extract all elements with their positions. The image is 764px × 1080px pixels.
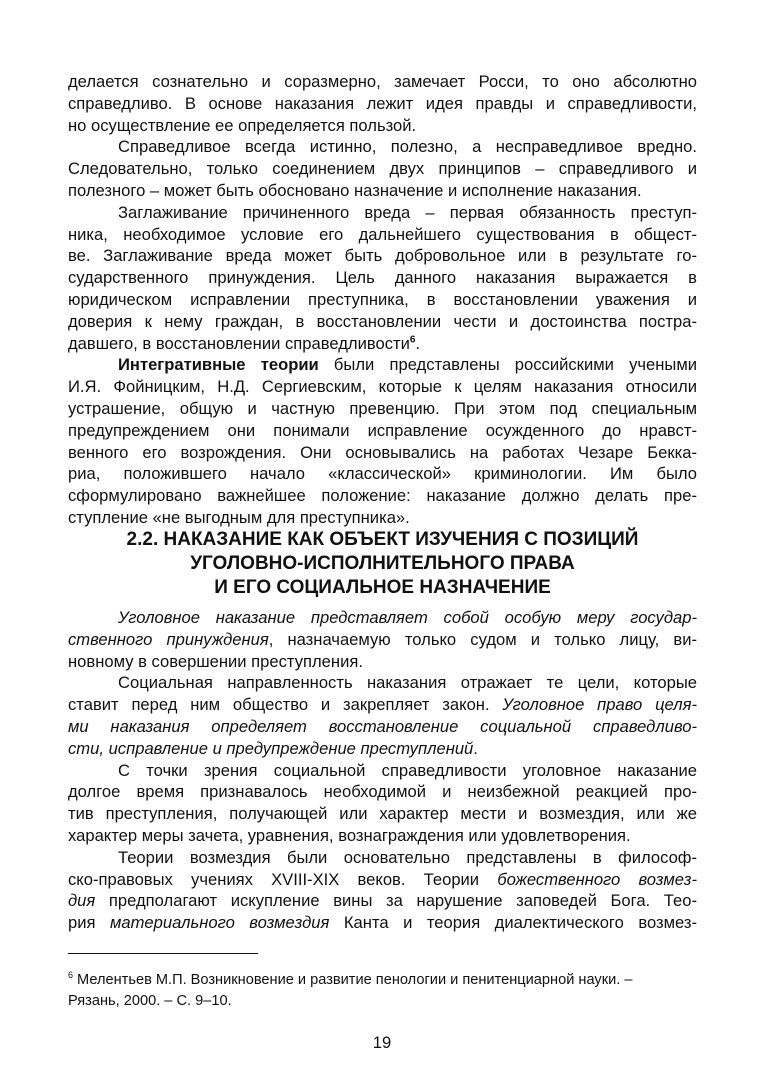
text-run: предупреждением они понимали исправление осужденного до нравст-	[68, 420, 697, 440]
section-heading	[68, 528, 697, 600]
footnote-line	[68, 970, 697, 991]
text-run: Уголовное право целя-	[502, 695, 697, 715]
footnote	[68, 970, 697, 1012]
text-run: С точки зрения социальной справедливости уголовное наказание	[118, 760, 697, 780]
text-line	[68, 93, 697, 115]
paragraph	[68, 760, 697, 847]
text-run: делается сознательно и соразмерно, замечает Росси, то оно абсолютно	[68, 72, 697, 91]
section-heading-line: УГОЛОВНО-ИСПОЛНИТЕЛЬНОГО ПРАВА	[190, 553, 575, 574]
paragraph	[68, 607, 697, 672]
text-run: полезного – может быть обосновано назначение и исполнение наказания.	[68, 180, 642, 200]
text-line	[68, 485, 697, 507]
text-line	[68, 629, 697, 651]
text-line	[68, 716, 697, 738]
text-line	[68, 224, 697, 246]
text-run: ско-правовых учениях XVIII-XIX веков. Теории	[68, 869, 498, 889]
text-run: ве. Заглаживание вреда может быть добровольное или в результате го-	[68, 246, 697, 266]
footnote-line: Рязань, 2000. – С. 9–10.	[68, 993, 232, 1009]
text-run: устрашение, общую и частную превенцию. При этом под специальным	[68, 398, 697, 418]
text-line	[68, 311, 697, 333]
text-run: Заглаживание причиненного вреда – первая обязанность преступ-	[118, 202, 697, 222]
body-text-bottom	[68, 607, 697, 934]
text-run: предполагают искупление вины за нарушение заповедей Бога. Тео-	[95, 891, 697, 911]
text-run: но осуществление ее определяется пользой.	[68, 115, 417, 135]
text-run: ступление «не выгодным для преступника».	[68, 507, 410, 527]
text-line	[68, 760, 697, 782]
section-heading-line: 2.2. НАКАЗАНИЕ КАК ОБЪЕКТ ИЗУЧЕНИЯ С ПОЗИЦИЙ	[126, 529, 639, 550]
text-run: Следовательно, только соединением двух принципов – справедливого и	[68, 159, 697, 179]
text-run: ника, необходимое условие его дальнейшего существования в общест-	[68, 224, 697, 244]
text-run: новному в совершении преступления.	[68, 651, 363, 671]
text-line	[68, 694, 697, 716]
text-run: .	[415, 333, 421, 353]
text-line	[68, 180, 697, 202]
text-run: сти, исправление и предупреждение преступлений	[68, 738, 474, 758]
text-run: Интегративные теории	[118, 355, 319, 375]
text-line	[68, 825, 697, 847]
text-line	[68, 912, 697, 934]
text-line	[68, 442, 697, 464]
text-run: были представлены российскими учеными	[318, 355, 698, 375]
text-line	[68, 463, 697, 485]
text-run: характер меры зачета, уравнения, вознаграждения или удовлетворения.	[68, 825, 631, 845]
text-run: венного его возрождения. Они основывались на работах Чезаре Бекка-	[68, 442, 697, 462]
section-heading-line: И ЕГО СОЦИАЛЬНОЕ НАЗНАЧЕНИЕ	[214, 577, 551, 598]
text-line	[68, 507, 697, 529]
text-run: сформулировано важнейшее положение: наказание должно делать пре-	[68, 486, 697, 506]
text-run: тив преступления, получающей или характер мести и возмездия, или же	[68, 804, 697, 824]
text-line	[68, 890, 697, 912]
text-run: , назначаемую только судом и только лицу, ви-	[268, 629, 697, 649]
text-run: риа, положившего начало «классической» криминологии. Им было	[68, 464, 697, 484]
text-run: Социальная направленность наказания отражает те цели, которые	[118, 673, 697, 693]
text-run: божественного возмез-	[497, 869, 697, 889]
paragraph	[68, 847, 697, 934]
text-line	[68, 158, 697, 180]
footnote-text: Мелентьев М.П. Возникновение и развитие пенологии и пенитенциарной науки. –	[77, 972, 633, 988]
text-line	[68, 115, 697, 137]
footnote-divider	[68, 953, 258, 954]
paragraph	[68, 354, 697, 528]
paragraph	[68, 672, 697, 759]
footnote-number: 6	[68, 970, 74, 981]
text-run: доверия к нему граждан, в восстановлении чести и достоинства постра-	[68, 311, 697, 331]
text-line	[68, 354, 697, 376]
text-run: дия	[68, 891, 96, 911]
text-line	[68, 738, 697, 760]
text-run: ственного принуждения	[68, 629, 269, 649]
text-line	[68, 136, 697, 158]
text-line	[68, 245, 697, 267]
text-run: Уголовное наказание представляет собой особую меру государ-	[118, 608, 697, 627]
text-run: .	[473, 738, 478, 758]
text-line	[68, 420, 697, 442]
text-line	[68, 607, 697, 629]
text-run: рия	[68, 913, 110, 933]
text-line	[68, 267, 697, 289]
text-line	[68, 202, 697, 224]
text-line	[68, 376, 697, 398]
paragraph	[68, 136, 697, 201]
text-run: сударственного принуждения. Цель данного наказания выражается в	[68, 268, 697, 288]
text-line	[68, 803, 697, 825]
text-line	[68, 781, 697, 803]
text-run: юридическом исправлении преступника, в восстановлении уважения и	[68, 289, 697, 309]
text-run: Теории возмездия были основательно представлены в философ-	[118, 847, 697, 867]
text-run: давшего, в восстановлении справедливости	[68, 333, 410, 353]
text-line	[68, 847, 697, 869]
text-line	[68, 651, 697, 673]
text-run: долгое время признавалось необходимой и неизбежной реакцией про-	[68, 782, 697, 802]
page-number: 19	[372, 1033, 392, 1052]
text-run: ставит перед ним общество и закрепляет закон.	[68, 695, 503, 715]
text-run: материального возмездия	[109, 913, 330, 933]
text-line	[68, 672, 697, 694]
footnote-reference: 6	[409, 334, 416, 346]
text-line	[68, 289, 697, 311]
text-run: И.Я. Фойницким, Н.Д. Сергиевским, которые к целям наказания относили	[68, 377, 697, 397]
text-line	[68, 398, 697, 420]
paragraph	[68, 71, 697, 136]
body-text-top	[68, 71, 697, 529]
text-run: Справедливое всегда истинно, полезно, а несправедливое вредно.	[118, 137, 697, 157]
text-line	[68, 869, 697, 891]
text-run: Канта и теория диалектического возмез-	[329, 913, 698, 933]
text-run: ми наказания определяет восстановление социальной справедливо-	[68, 716, 697, 736]
text-line	[68, 71, 697, 93]
text-run: справедливо. В основе наказания лежит идея правды и справедливости,	[68, 93, 697, 113]
text-line	[68, 333, 697, 355]
paragraph	[68, 202, 697, 355]
